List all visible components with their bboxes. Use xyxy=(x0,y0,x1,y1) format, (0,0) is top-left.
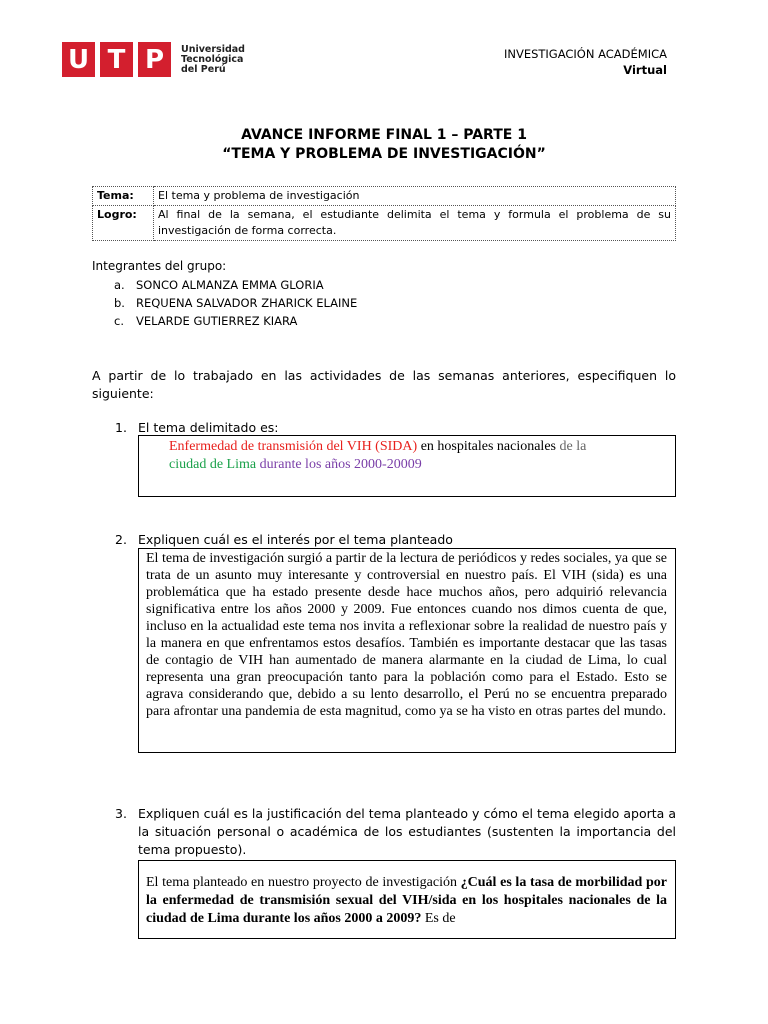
question-2-text: Expliquen cuál es el interés por el tema planteado xyxy=(138,532,453,547)
question-number: 2. xyxy=(115,532,127,547)
title-line-1: AVANCE INFORME FINAL 1 – PARTE 1 xyxy=(241,127,527,143)
logo-letter-p: P xyxy=(138,42,171,77)
document-title xyxy=(0,126,768,164)
course-name: INVESTIGACIÓN ACADÉMICA xyxy=(503,47,667,61)
course-modality: Virtual xyxy=(623,63,667,77)
logo-letter-u: U xyxy=(62,42,95,77)
logro-label: Logro: xyxy=(93,206,154,241)
logo-university-name: Universidad Tecnológica del Perú xyxy=(181,43,245,75)
answer-box-2: El tema de investigación surgió a partir de la lectura de periódicos y redes sociales, ya que se trata de un asunto muy interesante y controversial en nuestro país. El VIH (sida) es una problemática que ha estado presente desde hace muchos años, pero adquirió relevancia significativa entre los años 2000 y 2009. Fue entonces cuando nos dimos cuenta de que, incluso en la actualidad este tema nos invita a reflexionar sobre la realidad de nuestro país y la manera en que enfrentamos estos desafíos. También es importante destacar que las tasas de contagio de VIH han aumentado de manera alarmante en la ciudad de Lima, lo cual representa una gran preocupación tanto para la población como para el Estado. Esto se agrava considerando que, debido a su lento desarrollo, el Perú no se encuentra preparado para afrontar una pandemia de esta magnitud, como ya se ha visto en otras partes del mundo. xyxy=(138,548,676,753)
answer-1-city: ciudad de Lima xyxy=(169,457,257,472)
utp-logo xyxy=(62,42,245,77)
answer-3-tail: Es de xyxy=(421,911,456,926)
group-label: Integrantes del grupo: xyxy=(92,259,227,273)
logro-value: Al final de la semana, el estudiante delimita el tema y formula el problema de su investigación de forma correcta. xyxy=(154,206,676,241)
answer-1-disease: Enfermedad de transmisión del VIH (SIDA) xyxy=(169,439,418,454)
answer-1-years: durante los años 2000-20009 xyxy=(256,457,422,472)
question-3-text: Expliquen cuál es la justificación del tema planteado y cómo el tema elegido aporta a la situación personal o académica de los estudiantes (sustenten la importancia del tema propuesto). xyxy=(138,806,676,857)
answer-1-hospitals: en hospitales nacionales xyxy=(417,439,560,454)
question-number: 3. xyxy=(115,806,127,821)
member-list xyxy=(114,276,357,330)
course-header xyxy=(504,46,667,78)
list-item: c. VELARDE GUTIERREZ KIARA xyxy=(114,314,298,328)
tema-value: El tema y problema de investigación xyxy=(154,187,676,206)
answer-3-question: ¿Cuál es la tasa de morbilidad por la enfermedad de transmisión sexual del VIH/sida en los hospitales nacionales de la ciudad de Lima durante los años 2000 a 2009? xyxy=(146,875,667,926)
list-item: a. SONCO ALMANZA EMMA GLORIA xyxy=(114,278,324,292)
answer-1-connector: de la xyxy=(559,439,587,454)
title-line-2: “TEMA Y PROBLEMA DE INVESTIGACIÓN” xyxy=(222,146,546,162)
tema-label: Tema: xyxy=(93,187,154,206)
question-number: 1. xyxy=(115,420,127,435)
question-1-text: El tema delimitado es: xyxy=(138,420,279,435)
list-item: b. REQUENA SALVADOR ZHARICK ELAINE xyxy=(114,296,358,310)
answer-box-3 xyxy=(138,860,676,939)
logo-letter-t: T xyxy=(100,42,133,77)
answer-3-lead: El tema planteado en nuestro proyecto de investigación xyxy=(146,875,461,890)
table-row xyxy=(93,187,676,206)
intro-paragraph: A partir de lo trabajado en las actividades de las semanas anteriores, especifiquen lo siguiente: xyxy=(92,368,676,401)
answer-box-1 xyxy=(138,435,676,497)
info-table xyxy=(92,186,676,241)
table-row xyxy=(93,206,676,241)
